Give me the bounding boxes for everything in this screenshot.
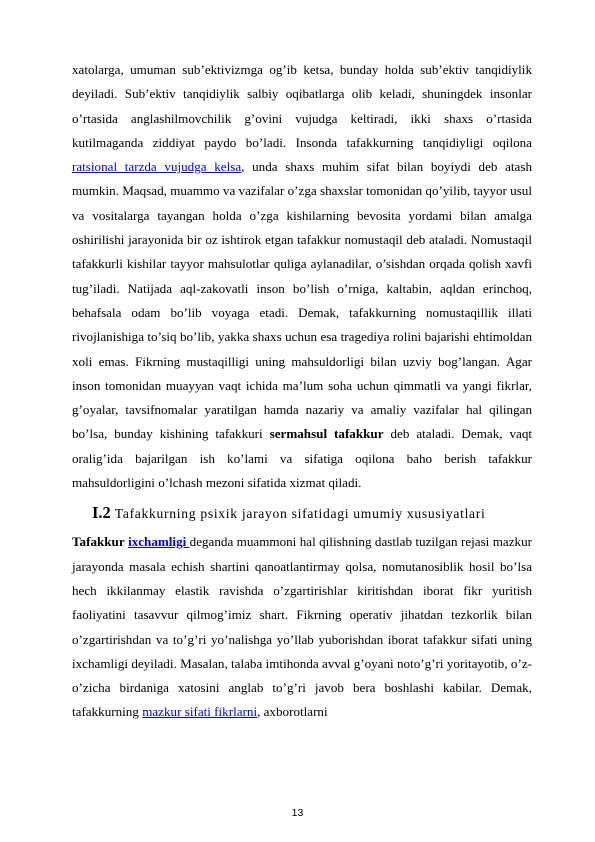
bold-term: Tafakkur <box>72 534 125 550</box>
section-heading <box>92 501 532 526</box>
body-paragraph-1 <box>72 58 532 495</box>
section-title: Tafakkurning psixik jarayon sifatidagi umumiy xususiyatlari <box>114 506 486 522</box>
hyperlink-mazkur-sifati[interactable]: mazkur sifati fikrlarni <box>142 704 258 720</box>
section-number: I.2 <box>92 503 111 523</box>
page-number: 13 <box>291 807 304 819</box>
hyperlink-ixchamligi[interactable]: ixchamligi <box>128 534 190 550</box>
hyperlink-ratsional[interactable]: ratsional tarzda vujudga kelsa <box>72 159 242 175</box>
paragraph-text: deb ataladi. Demak, vaqt oralig’ida bajarilgan ish ko’lami va sifatiga oqilona baho berish tafakkur mahsuldorligini o’lchash mezoni sifatida xizmat qiladi. <box>72 426 533 491</box>
bold-term: sermahsul tafakkur <box>269 426 384 442</box>
document-page <box>72 58 532 725</box>
paragraph-text: deganda muammoni hal qilishning dastlab tuzilgan rejasi mazkur jarayonda masala echish shartini qanoatlantirmay qolsa, nomutanosiblik hosil bo’lsa hech ikkilanmay elastik ravishda o’zgartirishlar kiritishdan iborat fikr yuritish faoliyatini tasavvur qilmog’imiz shart. Fikrning operativ jihatdan tezkorlik bilan o’zgartirishdan va to’g’ri yo’nalishga yo’llab yuborishdan iborat tafakkur sifati uning ixchamligi deyiladi. Masalan, talaba imtihonda avval g’oyani noto’g’ri yoritayotib, o’z-o’zicha birdaniga xatosini anglab to’g’ri javob bera boshlashi kabilar. Demak, tafakkurning <box>72 534 532 720</box>
body-paragraph-2 <box>72 530 532 724</box>
paragraph-text: , axborotlarni <box>257 704 328 720</box>
paragraph-text: , unda shaxs muhim sifat bilan boyiydi deb atash mumkin. Maqsad, muammo va vazifalar o’zga shaxslar tomonidan qo’yilib, tayyor usul va vositalarga tayangan holda o’zga kishilarning bevosita yordami bilan amalga oshirilishi jarayonida bir oz ishtirok etgan tafakkur nomustaqil deb ataladi. Nomustaqil tafakkurli kishilar tayyor mahsulotlar quliga aylanadilar, o’sishdan orqada qolish xavfi tug’iladi. Natijada aql-zakovatli inson bo’lish o’rniga, kaltabin, aqldan erinchoq, behafsala odam bo’lib voyaga etadi. Demak, tafakkurning nomustaqillik illati rivojlanishiga to’siq bo’lib, yakka shaxs uchun esa tragediya rolini bajarishi ehtimoldan xoli emas. Fikrning mustaqilligi uning mahsuldorligi bilan uzviy bog’langan. Agar inson tomonidan muayyan vaqt ichida ma’lum soha uchun qimmatli va yangi fikrlar, g’oyalar, tavsifnomalar yaratilgan hamda nazariy va amaliy vazifalar hal qilingan bo’lsa, bunday kishining tafakkuri <box>72 159 532 442</box>
paragraph-text: xatolarga, umuman sub’ektivizmga og’ib ketsa, bunday holda sub’ektiv tanqidiylik deyiladi. Sub’ektiv tanqidiylik salbiy oqibatlarga olib keladi, shuningdek insonlar o’rtasida anglashilmovchilik g’ovini vujudga keltiradi, ikki shaxs o’rtasida kutilmaganda ziddiyat paydo bo’ladi. Insonda tafakkurning tanqidiyligi oqilona <box>72 62 532 150</box>
